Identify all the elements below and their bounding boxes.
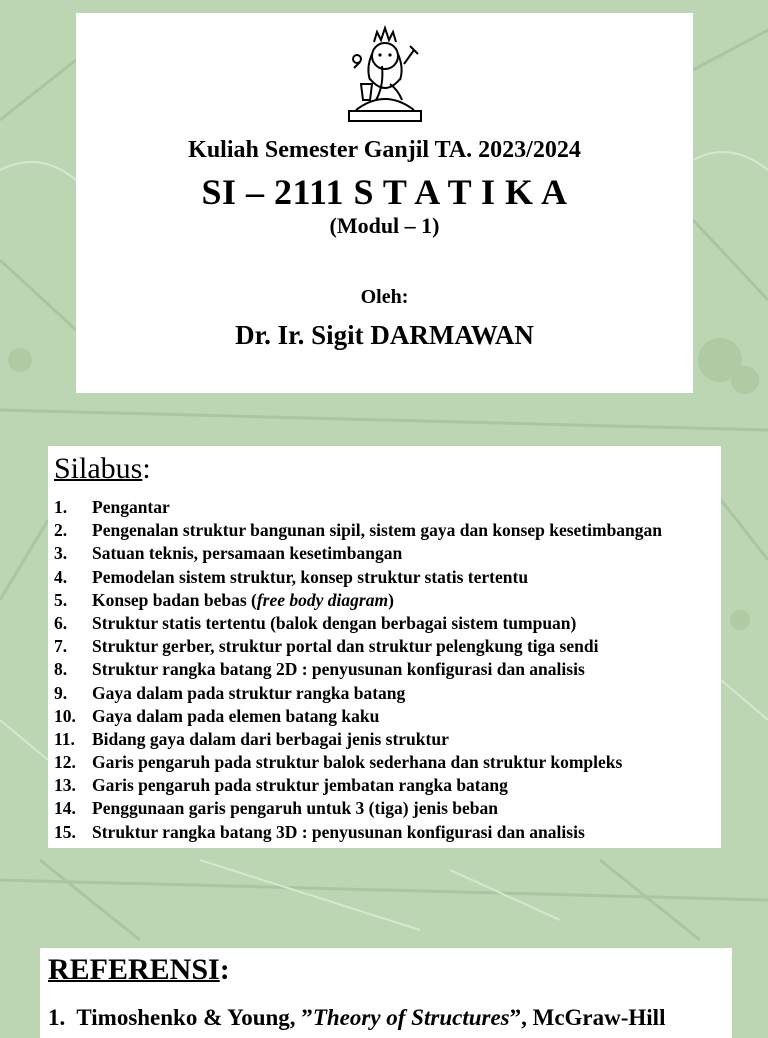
syllabus-item [48,496,662,519]
module-label: (Modul – 1) [329,213,440,238]
item-text: Pengantar [92,497,170,517]
reference-number: 1. [48,1005,66,1030]
item-text: Penggunaan garis pengaruh untuk 3 (tiga) jenis beban [92,798,498,819]
syllabus-item [48,542,662,565]
item-number: 1. [54,497,68,517]
syllabus-heading-colon: : [142,452,151,485]
title-card [76,13,693,393]
reference-authors: Timoshenko & Young, ” [76,1005,313,1030]
syllabus-item [48,728,662,751]
syllabus-item [48,797,662,820]
item-number: 12. [54,752,76,773]
syllabus-item [48,774,662,797]
item-text: Pemodelan sistem struktur, konsep struktur statis tertentu [92,566,529,587]
syllabus-item [48,589,662,612]
semester-label: Kuliah Semester Ganjil TA. 2023/2024 [188,137,581,163]
item-number: 14. [54,798,76,819]
syllabus-heading-text: Silabus [54,452,143,485]
item-number: 2. [54,520,68,541]
reference-publisher: ”, McGraw-Hill [509,1005,666,1030]
item-text: Bidang gaya dalam dari berbagai jenis struktur [92,728,449,749]
item-number: 11. [54,728,75,749]
syllabus-item [48,682,662,705]
syllabus-item [48,519,662,542]
item-text: Satuan teknis, persamaan kesetimbangan [92,543,403,564]
syllabus-item [48,566,662,589]
lecturer-name: Dr. Ir. Sigit DARMAWAN [235,320,534,350]
item-number: 9. [54,682,68,703]
item-text: Struktur rangka batang 2D : penyusunan konfigurasi dan analisis [92,659,585,680]
references-heading [48,953,230,987]
item-number: 3. [54,543,68,564]
item-text-pre: Konsep badan bebas ( [92,589,257,610]
item-text: Pengenalan struktur bangunan sipil, sistem gaya dan konsep kesetimbangan [92,520,663,541]
syllabus-item [48,612,662,635]
item-number: 6. [54,612,68,633]
item-number: 8. [54,659,68,680]
reference-item [48,1005,665,1031]
references-heading-colon: : [219,953,230,986]
item-text: Struktur rangka batang 3D : penyusunan konfigurasi dan analisis [92,821,585,842]
item-number: 7. [54,636,68,657]
item-number: 15. [54,821,76,842]
item-text: Gaya dalam pada elemen batang kaku [92,705,380,726]
item-text: Struktur gerber, struktur portal dan struktur pelengkung tiga sendi [92,636,599,657]
syllabus-item [48,751,662,774]
item-text: Garis pengaruh pada struktur balok sederhana dan struktur kompleks [92,752,623,773]
item-text: Garis pengaruh pada struktur jembatan rangka batang [92,775,508,796]
syllabus-item [48,705,662,728]
syllabus-list [48,496,662,844]
item-number: 13. [54,775,76,796]
item-text: Gaya dalam pada struktur rangka batang [92,682,406,703]
item-number: 4. [54,566,68,587]
reference-title: Theory of Structures [312,1005,510,1030]
references-card [40,948,732,1038]
itb-ganesha-logo [346,24,424,124]
item-text: Struktur statis tertentu (balok dengan berbagai sistem tumpuan) [92,612,577,633]
by-label: Oleh: [360,286,409,308]
syllabus-item [48,821,662,844]
item-number: 10. [54,705,76,726]
item-text-post: ) [388,589,394,610]
item-number: 5. [54,589,68,610]
syllabus-item [48,658,662,681]
course-title: SI – 2111 S T A T I K A [201,172,568,212]
syllabus-heading [54,452,151,486]
item-text-italic: free body diagram [256,589,389,610]
syllabus-card [48,446,721,848]
references-heading-text: REFERENSI [48,953,220,986]
syllabus-item [48,635,662,658]
